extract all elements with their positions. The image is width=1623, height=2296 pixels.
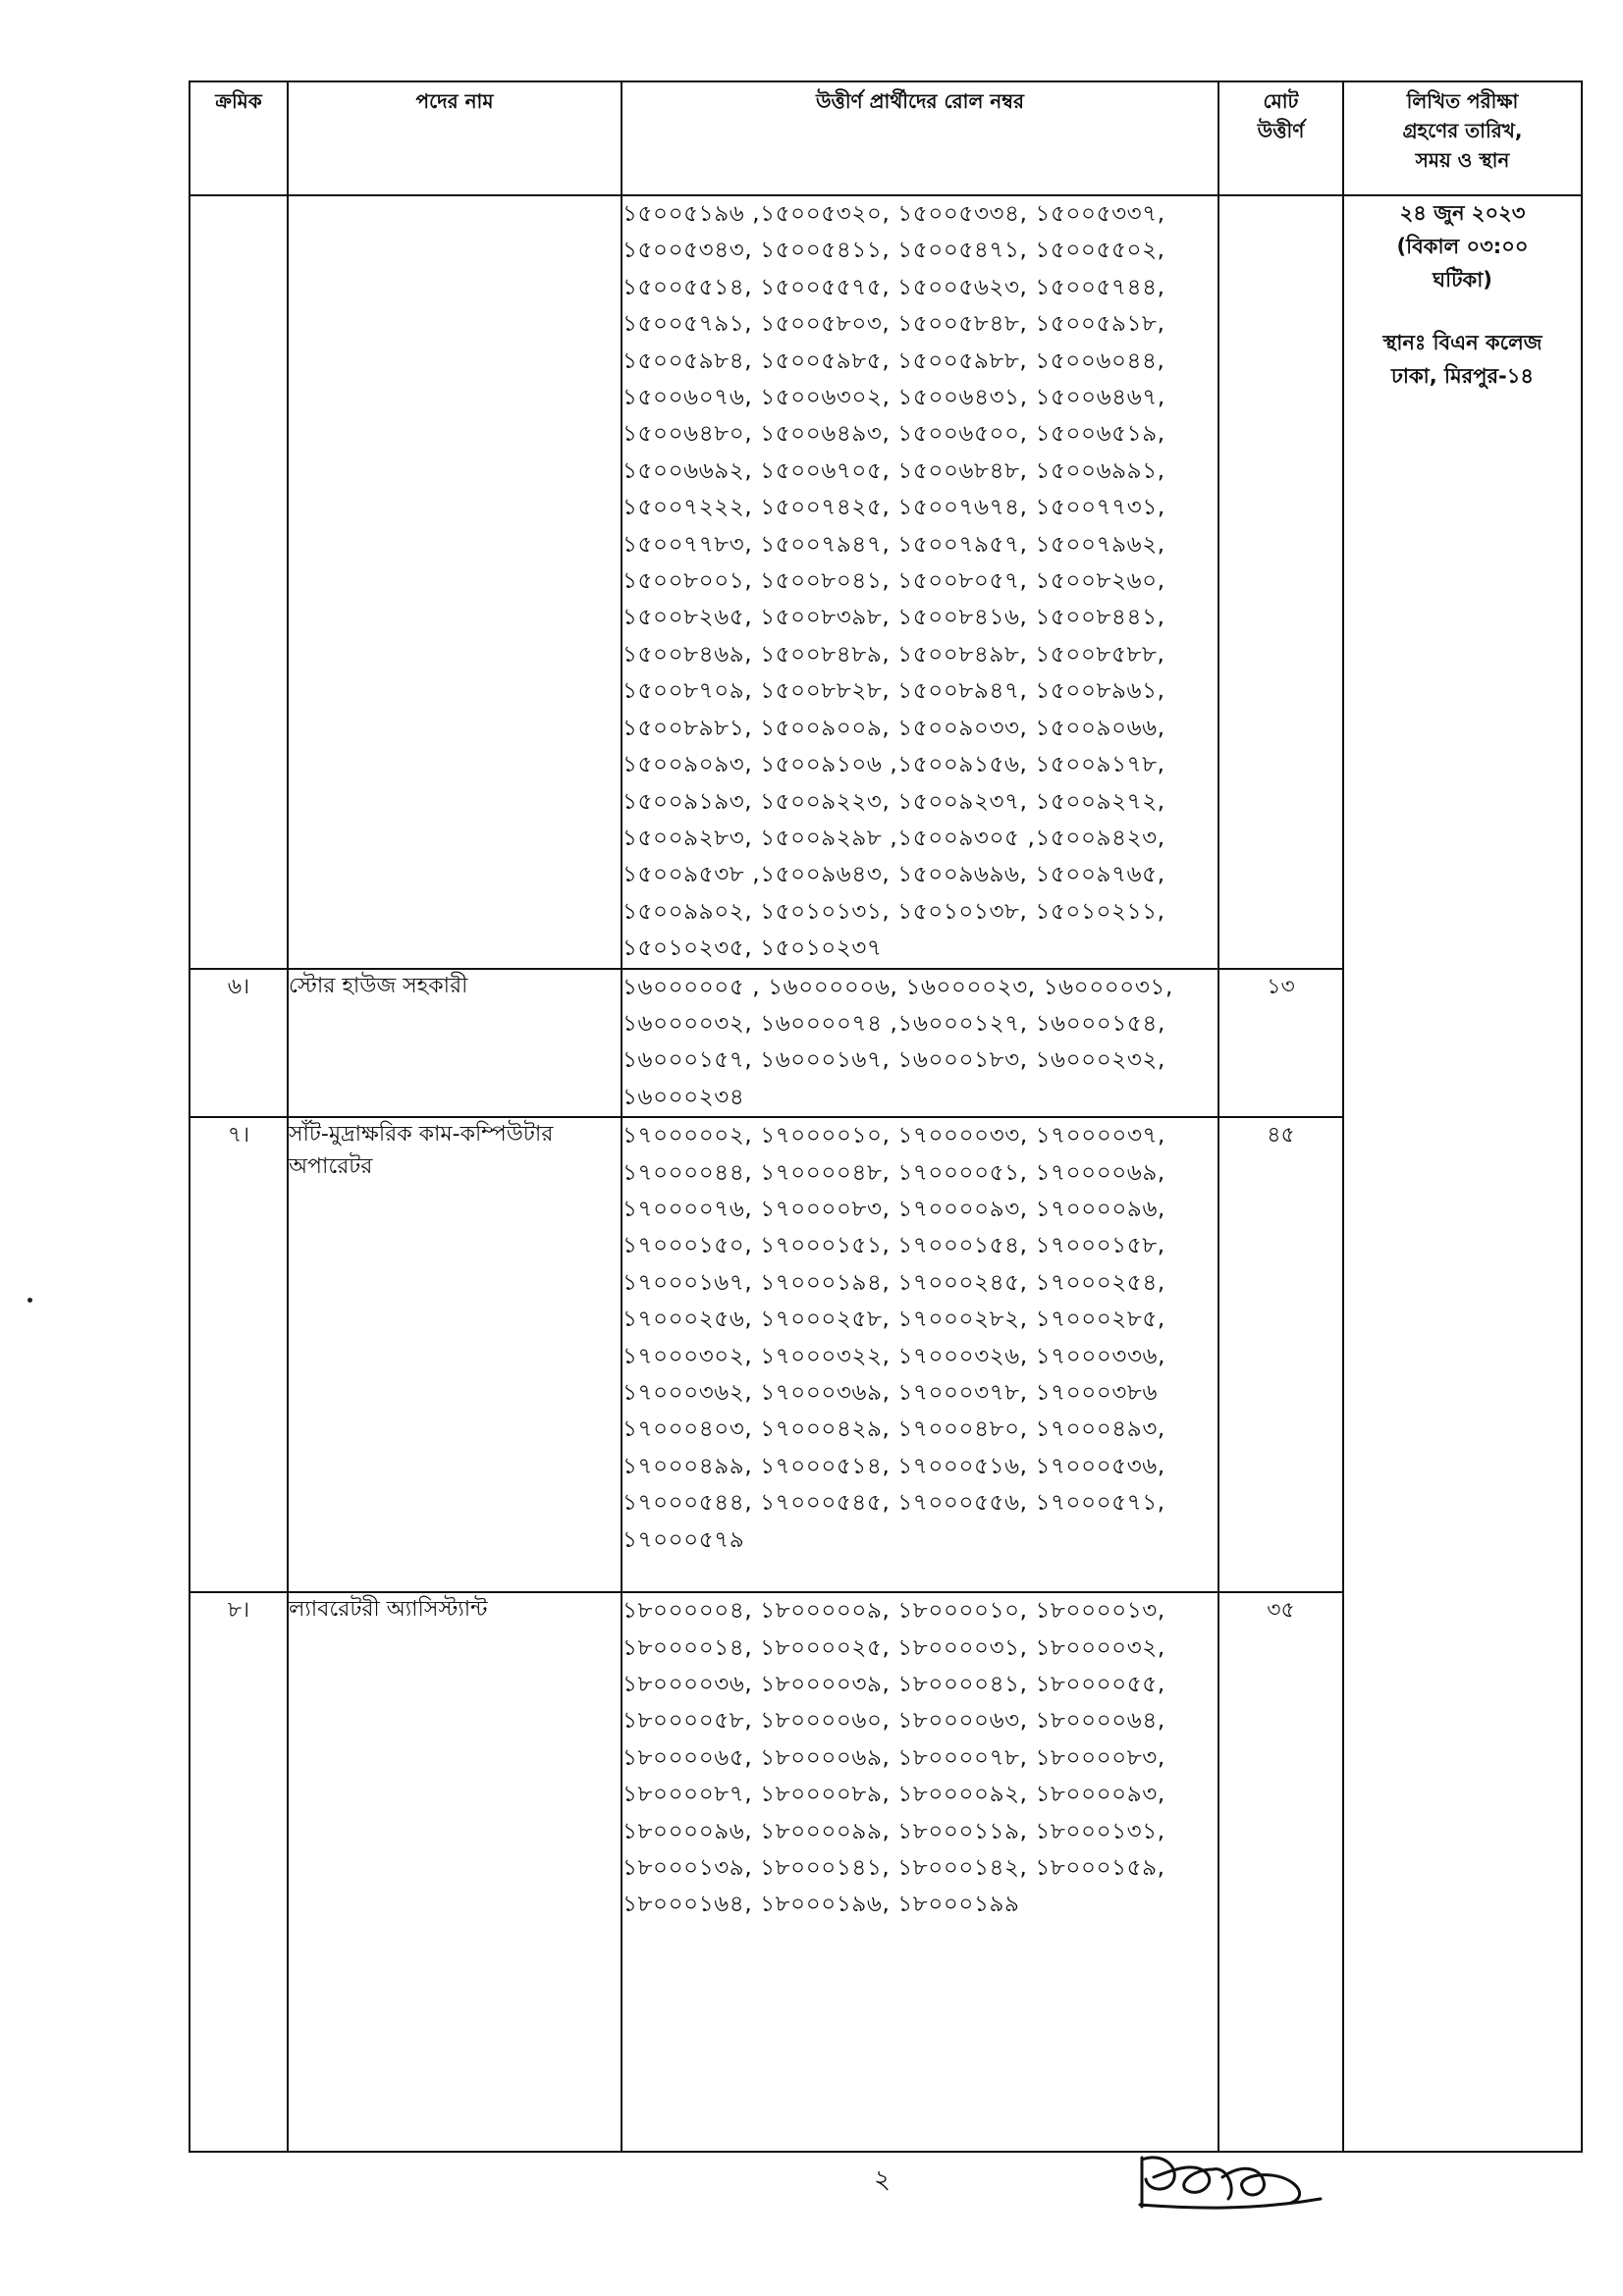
roll-line: ১৭০০০১৬৭, ১৭০০০১৯৪, ১৭০০০২৪৫, ১৭০০০২৫৪, bbox=[622, 1269, 1165, 1296]
roll-line: ১৫০০৫৩৪৩, ১৫০০৫৪১১, ১৫০০৫৪৭১, ১৫০০৫৫০২, bbox=[622, 238, 1165, 264]
roll-line: ১৬০০০১৫৭, ১৬০০০১৬৭, ১৬০০০১৮৩, ১৬০০০২৩২, bbox=[622, 1047, 1165, 1074]
roll-line: ১৫০০৫৯৮৪, ১৫০০৫৯৮৫, ১৫০০৫৯৮৮, ১৫০০৬০৪৪, bbox=[622, 347, 1165, 374]
roll-line: ১৫০০৬৬৯২, ১৫০০৬৭০৫, ১৫০০৬৮৪৮, ১৫০০৬৯৯১, bbox=[622, 457, 1165, 484]
row-total: ৩৫ bbox=[1218, 1592, 1343, 2152]
row-serial bbox=[189, 195, 288, 969]
roll-line: ১৫০০৬৪৮০, ১৫০০৬৪৯৩, ১৫০০৬৫০০, ১৫০০৬৫১৯, bbox=[622, 421, 1165, 448]
row-serial: ৭। bbox=[189, 1117, 288, 1592]
roll-line: ১৫০০৮৪৬৯, ১৫০০৮৪৮৯, ১৫০০৮৪৯৮, ১৫০০৮৫৮৮, bbox=[622, 641, 1165, 667]
post-line: স্টোর হাউজ সহকারী bbox=[289, 973, 468, 998]
exam-time-line1: (বিকাল ০৩:০০ bbox=[1396, 235, 1529, 258]
signature bbox=[1134, 2148, 1330, 2216]
roll-line: ১৬০০০০৩২, ১৬০০০০৭৪ ,১৬০০০১২৭, ১৬০০০১৫৪, bbox=[622, 1010, 1165, 1037]
roll-line: ১৮০০০০০৪, ১৮০০০০০৯, ১৮০০০০১০, ১৮০০০০১৩, bbox=[622, 1598, 1165, 1625]
header-exam-line3: সময় ও স্থান bbox=[1415, 148, 1510, 172]
header-serial: ক্রমিক bbox=[189, 81, 288, 195]
roll-line: ১৫০০৯৫৩৮ ,১৫০০৯৬৪৩, ১৫০০৯৬৯৬, ১৫০০৯৭৬৫, bbox=[622, 862, 1165, 888]
roll-line: ১৫০০৮২৬৫, ১৫০০৮৩৯৮, ১৫০০৮৪১৬, ১৫০০৮৪৪১, bbox=[622, 605, 1165, 631]
row-post bbox=[288, 1117, 622, 1592]
header-total-line1: মোট bbox=[1263, 89, 1299, 113]
post-line: ল্যাবরেটরী অ্যাসিস্ট্যান্ট bbox=[289, 1597, 488, 1623]
exam-time-line2: ঘটিকা) bbox=[1433, 268, 1492, 292]
roll-numbers-cell bbox=[622, 195, 1218, 969]
roll-line: ১৭০০০৪৯৯, ১৭০০০৫১৪, ১৭০০০৫১৬, ১৭০০০৫৩৬, bbox=[622, 1453, 1165, 1479]
roll-line: ১৭০০০৫৭৯ bbox=[622, 1526, 745, 1553]
roll-line: ১৭০০০৩০২, ১৭০০০৩২২, ১৭০০০৩২৬, ১৭০০০৩৩৬, bbox=[622, 1343, 1165, 1369]
roll-line: ১৫০০৯১৯৩, ১৫০০৯২২৩, ১৫০০৯২৩৭, ১৫০০৯২৭২, bbox=[622, 788, 1165, 815]
roll-line: ১৭০০০২৫৬, ১৭০০০২৫৮, ১৭০০০২৮২, ১৭০০০২৮৫, bbox=[622, 1307, 1165, 1333]
row-serial: ৬। bbox=[189, 969, 288, 1118]
roll-line: ১৫০০৮৭০৯, ১৫০০৮৮২৮, ১৫০০৮৯৪৭, ১৫০০৮৯৬১, bbox=[622, 678, 1165, 705]
roll-line: ১৬০০০০০৫ , ১৬০০০০০৬, ১৬০০০০২৩, ১৬০০০০৩১, bbox=[622, 974, 1173, 1000]
roll-line: ১৮০০০১৬৪, ১৮০০০১৯৬, ১৮০০০১৯৯ bbox=[622, 1892, 1020, 1918]
page-number: ২ bbox=[874, 2165, 891, 2195]
roll-line: ১৫০০৯২৮৩, ১৫০০৯২৯৮ ,১৫০০৯৩০৫ ,১৫০০৯৪২৩, bbox=[622, 825, 1165, 851]
header-post: পদের নাম bbox=[288, 81, 622, 195]
header-exam-line2: গ্রহণের তারিখ, bbox=[1402, 119, 1523, 142]
row-total: ১৩ bbox=[1218, 969, 1343, 1118]
roll-line: ১৭০০০০৪৪, ১৭০০০০৪৮, ১৭০০০০৫১, ১৭০০০০৬৯, bbox=[622, 1159, 1165, 1186]
scan-dot bbox=[27, 1298, 32, 1303]
roll-numbers-cell bbox=[622, 1117, 1218, 1592]
row-post bbox=[288, 1592, 622, 2152]
roll-line: ১৮০০০১৩৯, ১৮০০০১৪১, ১৮০০০১৪২, ১৮০০০১৫৯, bbox=[622, 1855, 1165, 1881]
roll-line: ১৭০০০৫৪৪, ১৭০০০৫৪৫, ১৭০০০৫৫৬, ১৭০০০৫৭১, bbox=[622, 1490, 1165, 1517]
post-line: সাঁট-মুদ্রাক্ষরিক কাম-কম্পিউটার bbox=[289, 1122, 554, 1148]
exam-venue-line1: স্থানঃ বিএন কলেজ bbox=[1382, 331, 1542, 354]
roll-line: ১৫০০৭৭৮৩, ১৫০০৭৯৪৭, ১৫০০৭৯৫৭, ১৫০০৭৯৬২, bbox=[622, 531, 1165, 558]
roll-line: ১৫০১০২৩৫, ১৫০১০২৩৭ bbox=[622, 935, 883, 962]
roll-line: ১৫০০৮০০১, ১৫০০৮০৪১, ১৫০০৮০৫৭, ১৫০০৮২৬০, bbox=[622, 568, 1165, 595]
roll-line: ১৬০০০২৩৪ bbox=[622, 1084, 745, 1110]
header-exam-line1: লিখিত পরীক্ষা bbox=[1406, 89, 1519, 113]
roll-line: ১৭০০০১৫০, ১৭০০০১৫১, ১৭০০০১৫৪, ১৭০০০১৫৮, bbox=[622, 1233, 1165, 1259]
roll-line: ১৮০০০০১৪, ১৮০০০০২৫, ১৮০০০০৩১, ১৮০০০০৩২, bbox=[622, 1634, 1165, 1661]
results-table bbox=[189, 80, 1583, 2153]
row-post bbox=[288, 195, 622, 969]
roll-line: ১৮০০০০৩৬, ১৮০০০০৩৯, ১৮০০০০৪১, ১৮০০০০৫৫, bbox=[622, 1671, 1165, 1697]
roll-line: ১৫০০৫১৯৬ ,১৫০০৫৩২০, ১৫০০৫৩৩৪, ১৫০০৫৩৩৭, bbox=[622, 201, 1165, 227]
exam-gap bbox=[1344, 296, 1581, 326]
roll-line: ১৭০০০০০২, ১৭০০০০১০, ১৭০০০০৩৩, ১৭০০০০৩৭, bbox=[622, 1123, 1165, 1149]
roll-line: ১৫০০৫৭৯১, ১৫০০৫৮০৩, ১৫০০৫৮৪৮, ১৫০০৫৯১৮, bbox=[622, 311, 1165, 338]
exam-date: ২৪ জুন ২০২৩ bbox=[1399, 201, 1526, 225]
roll-line: ১৫০০৭২২২, ১৫০০৭৪২৫, ১৫০০৭৬৭৪, ১৫০০৭৭৩১, bbox=[622, 495, 1165, 521]
roll-line: ১৫০০৯৯০২, ১৫০১০১৩১, ১৫০১০১৩৮, ১৫০১০২১১, bbox=[622, 898, 1165, 925]
row-post bbox=[288, 969, 622, 1118]
header-rolls: উত্তীর্ণ প্রার্থীদের রোল নম্বর bbox=[622, 81, 1218, 195]
roll-line: ১৭০০০৪০৩, ১৭০০০৪২৯, ১৭০০০৪৮০, ১৭০০০৪৯৩, bbox=[622, 1416, 1165, 1443]
roll-line: ১৫০০৯০৯৩, ১৫০০৯১০৬ ,১৫০০৯১৫৬, ১৫০০৯১৭৮, bbox=[622, 752, 1165, 778]
header-exam bbox=[1343, 81, 1582, 195]
roll-line: ১৮০০০০৮৭, ১৮০০০০৮৯, ১৮০০০০৯২, ১৮০০০০৯৩, bbox=[622, 1782, 1165, 1808]
roll-line: ১৮০০০০৫৮, ১৮০০০০৬০, ১৮০০০০৬৩, ১৮০০০০৬৪, bbox=[622, 1708, 1165, 1735]
exam-info-cell bbox=[1343, 195, 1582, 2152]
row-total: ৪৫ bbox=[1218, 1117, 1343, 1592]
roll-line: ১৭০০০০৭৬, ১৭০০০০৮৩, ১৭০০০০৯৩, ১৭০০০০৯৬, bbox=[622, 1196, 1165, 1222]
roll-line: ১৫০০৫৫১৪, ১৫০০৫৫৭৫, ১৫০০৫৬২৩, ১৫০০৫৭৪৪, bbox=[622, 274, 1165, 300]
roll-line: ১৫০০৬০৭৬, ১৫০০৬৩০২, ১৫০০৬৪৩১, ১৫০০৬৪৬৭, bbox=[622, 385, 1165, 411]
roll-line: ১৮০০০০৯৬, ১৮০০০০৯৯, ১৮০০০১১৯, ১৮০০০১৩১, bbox=[622, 1818, 1165, 1844]
exam-venue-line2: ঢাকা, মিরপুর-১৪ bbox=[1390, 364, 1535, 388]
header-total-line2: উত্তীর্ণ bbox=[1257, 119, 1305, 142]
post-line: অপারেটর bbox=[289, 1154, 373, 1180]
header-total bbox=[1218, 81, 1343, 195]
row-total bbox=[1218, 195, 1343, 969]
row-serial: ৮। bbox=[189, 1592, 288, 2152]
roll-numbers-cell bbox=[622, 1592, 1218, 2152]
roll-numbers-cell bbox=[622, 969, 1218, 1118]
roll-line: ১৭০০০৩৬২, ১৭০০০৩৬৯, ১৭০০০৩৭৮, ১৭০০০৩৮৬ bbox=[622, 1380, 1158, 1406]
table-row bbox=[189, 195, 1582, 969]
roll-line: ১৫০০৮৯৮১, ১৫০০৯০০৯, ১৫০০৯০৩৩, ১৫০০৯০৬৬, bbox=[622, 715, 1165, 741]
roll-line: ১৮০০০০৬৫, ১৮০০০০৬৯, ১৮০০০০৭৮, ১৮০০০০৮৩, bbox=[622, 1744, 1165, 1771]
header-row bbox=[189, 81, 1582, 195]
